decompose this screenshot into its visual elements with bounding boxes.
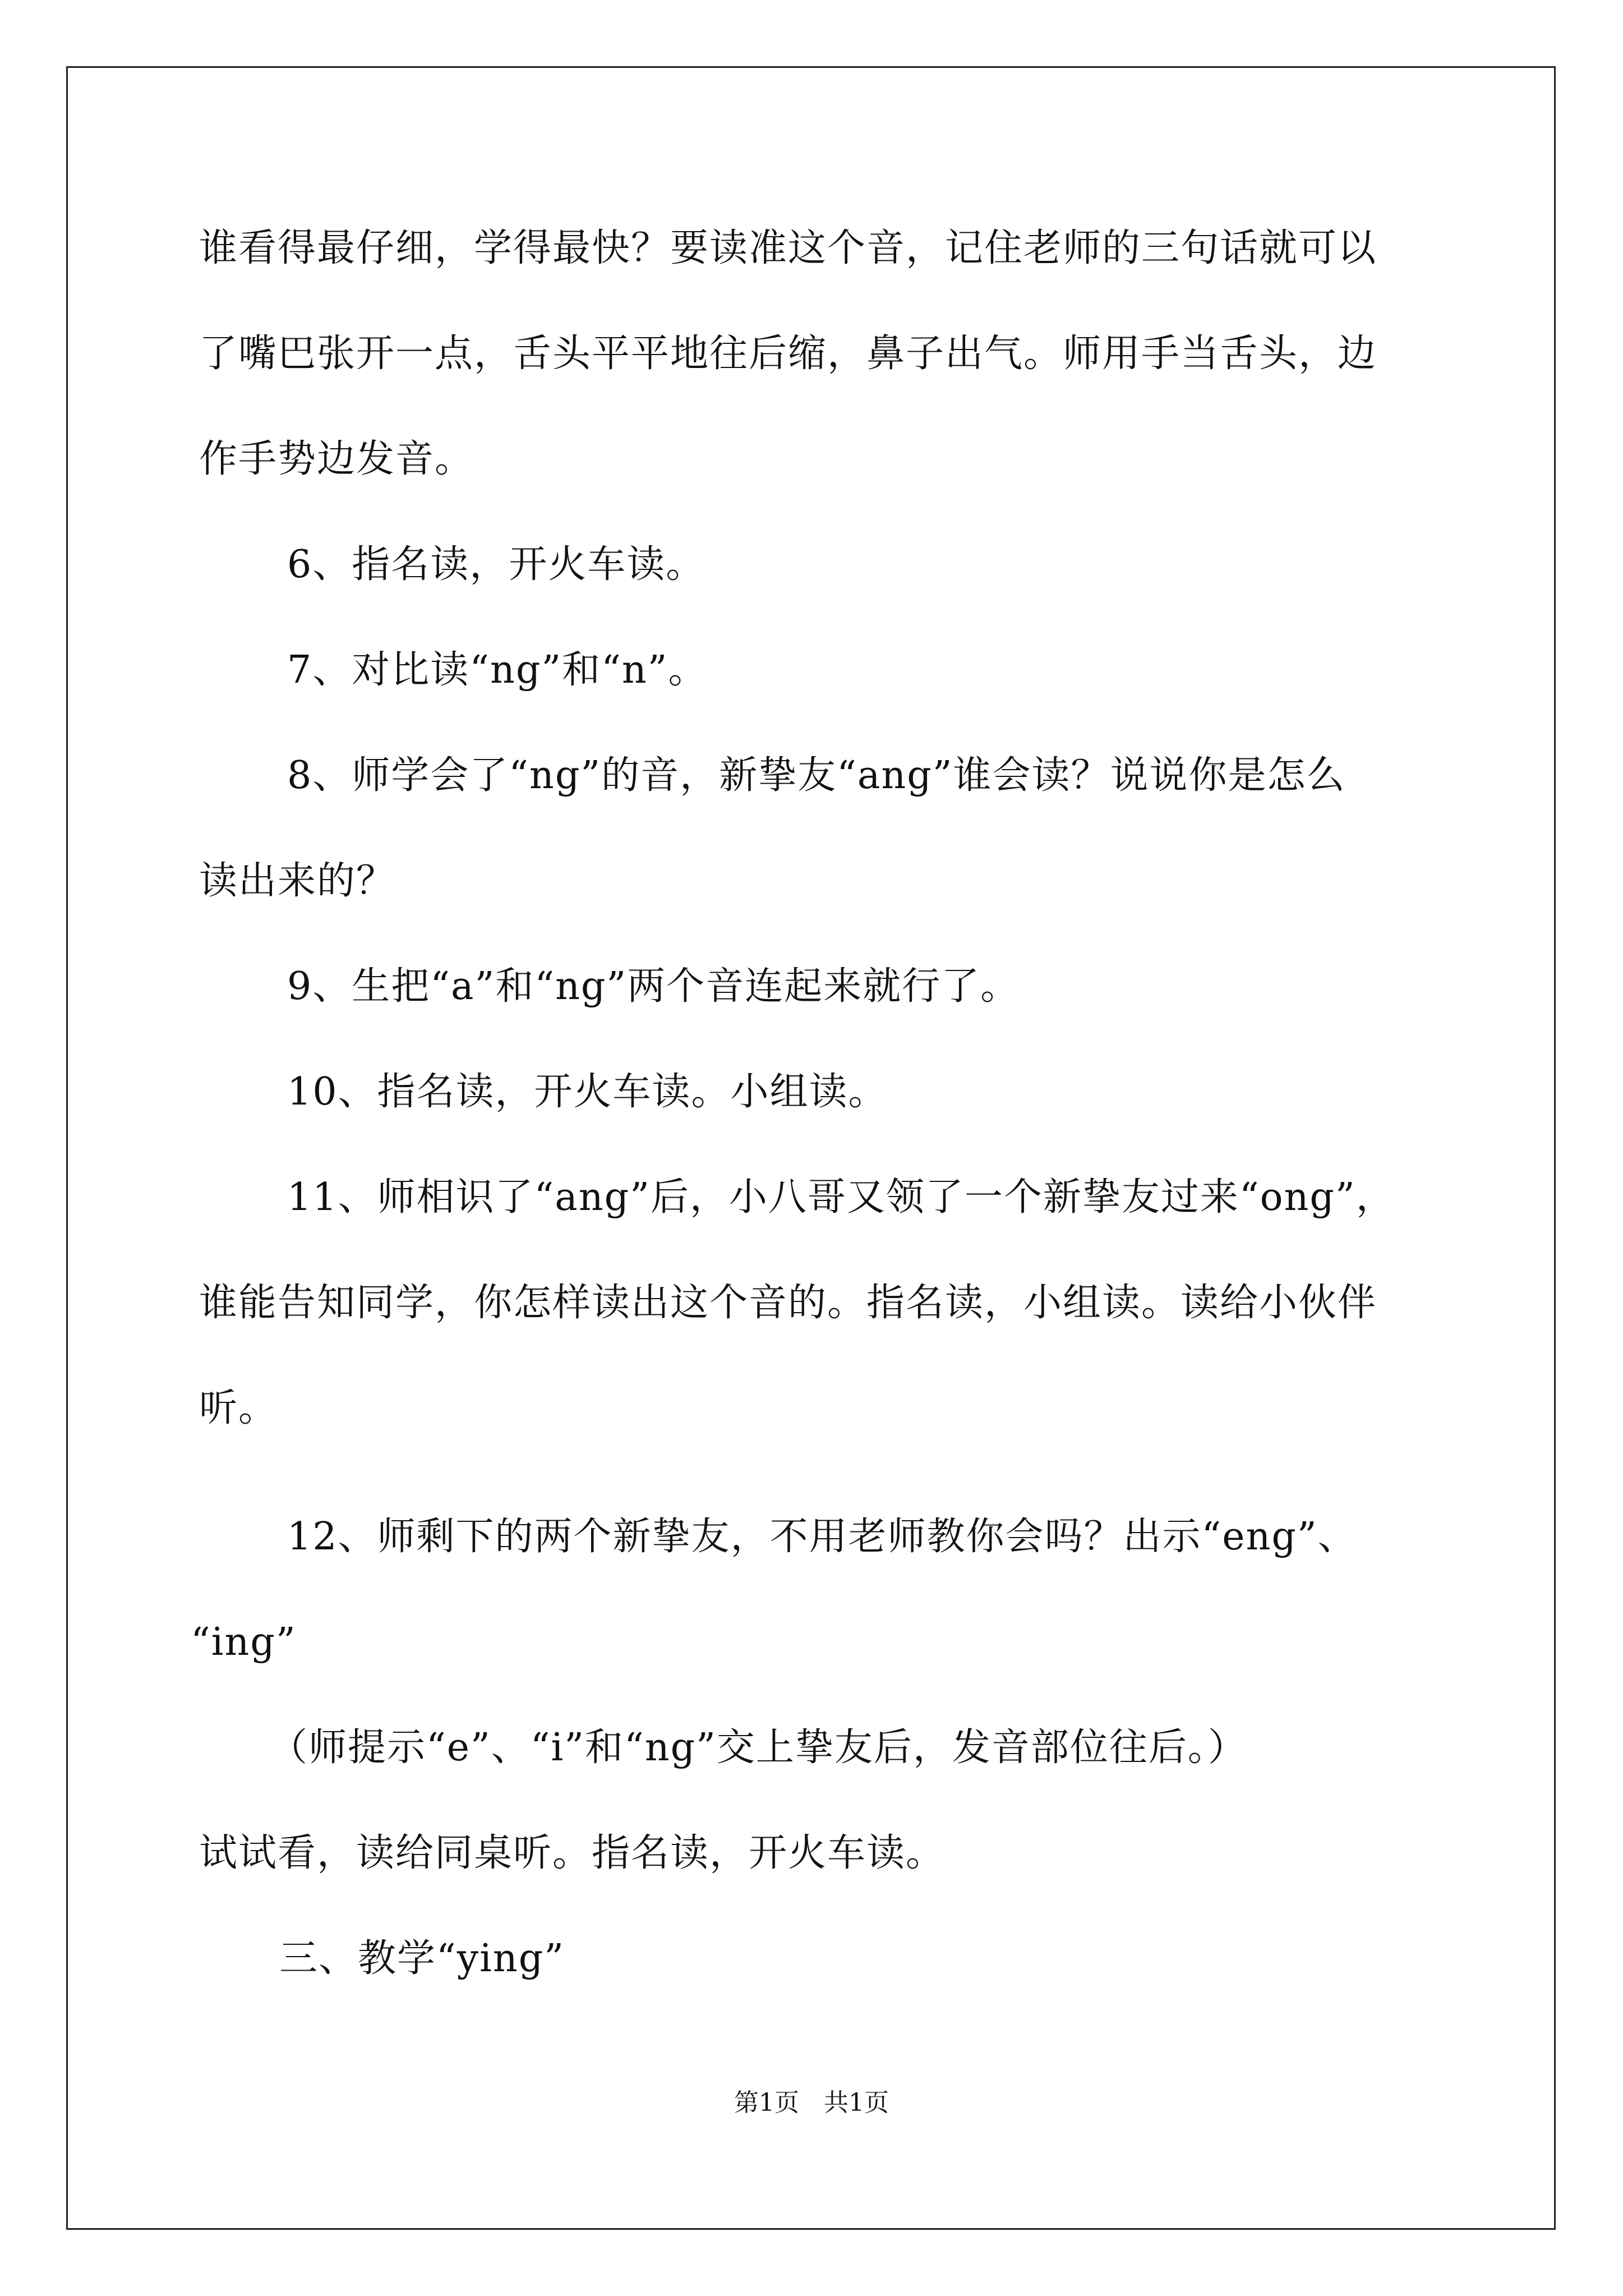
text-line-17: 三、教学“ying” [279, 1936, 565, 1981]
text-line-4: 6、指名读，开火车读。 [287, 542, 706, 587]
text-line-5: 7、对比读“ng”和“n”。 [287, 648, 708, 692]
text-line-14: “ing” [191, 1620, 297, 1664]
text-line-11: 谁能告知同学，你怎样读出这个音的。指名读，小组读。读给小伙伴 [199, 1281, 1377, 1325]
text-line-6: 8、师学会了“ng”的音，新挚友“ang”谁会读？说说你是怎么 [287, 753, 1346, 798]
text-line-3: 作手势边发音。 [199, 437, 474, 481]
page-footer: 第1页 共1页 [734, 2088, 889, 2117]
text-line-7: 读出来的？ [199, 859, 396, 903]
text-line-8: 9、生把“a”和“ng”两个音连起来就行了。 [287, 964, 1020, 1009]
text-line-10: 11、师相识了“ang”后，小八哥又领了一个新挚友过来“ong”， [287, 1175, 1395, 1220]
text-line-16: 试试看，读给同桌听。指名读，开火车读。 [199, 1831, 946, 1875]
page-frame [66, 66, 1556, 2230]
text-line-12: 听。 [199, 1386, 278, 1430]
text-line-13: 12、师剩下的两个新挚友，不用老师教你会吗？出示“eng”、 [287, 1515, 1357, 1559]
text-line-15: （师提示“e”、“i”和“ng”交上挚友后，发音部位往后。） [269, 1726, 1247, 1770]
text-line-2: 了嘴巴张开一点，舌头平平地往后缩，鼻子出气。师用手当舌头，边 [199, 332, 1377, 376]
text-line-9: 10、指名读，开火车读。小组读。 [287, 1070, 888, 1114]
text-line-1: 谁看得最仔细，学得最快？要读准这个音，记住老师的三句话就可以 [199, 226, 1377, 270]
